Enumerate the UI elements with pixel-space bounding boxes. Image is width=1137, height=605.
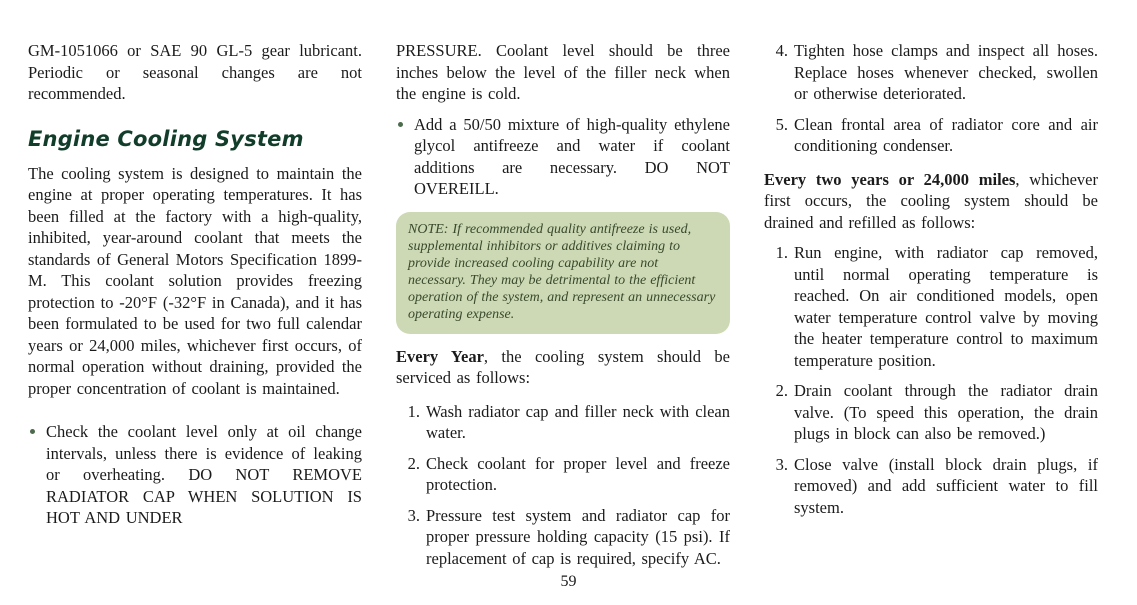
every-year-label: Every Year bbox=[396, 346, 484, 366]
list-item-number: 2. bbox=[407, 453, 420, 473]
bullet-dot-icon bbox=[398, 122, 403, 127]
list-item bbox=[28, 421, 362, 529]
list-item-number: 5. bbox=[775, 114, 788, 134]
numbered-list-item bbox=[396, 505, 730, 570]
list-item-number: 4. bbox=[775, 41, 788, 60]
paragraph-pressure-continuation: PRESSURE. Coolant level should be three inches below the level of the filler neck when the engine is cold. bbox=[396, 41, 730, 103]
note-callout-box bbox=[396, 212, 730, 334]
column-3 bbox=[764, 40, 1098, 550]
every-year-text: , the cooling system should be serviced as follows: bbox=[396, 346, 730, 387]
list-item-text: Pressure test system and radiator cap for proper pressure holding capacity (15 psi). If replacement of cap is required, specify AC. bbox=[426, 505, 730, 568]
section-heading-engine-cooling-system: Engine Cooling System bbox=[28, 126, 304, 151]
list-item-text: Add a 50/50 mixture of high-quality ethylene glycol antifreeze and water if coolant additions are necessary. DO NOT OVEREILL. bbox=[414, 114, 730, 198]
paragraph-every-two-years bbox=[764, 169, 1098, 234]
every-two-years-label: Every two years or 24,000 miles bbox=[764, 169, 1016, 189]
list-item-text: Check the coolant level only at oil change intervals, unless there is evidence of leaking or overheating. DO NOT REMOVE RADIATOR CAP WHEN SOLUTION IS HOT AND UNDER bbox=[46, 422, 362, 527]
page-number: 59 bbox=[560, 573, 577, 590]
list-item-text: Run engine, with radiator cap removed, until normal operating temperature is reached. On air conditioned models, open water temperature control valve by moving the heater temperature control to maximum temperature position. bbox=[794, 243, 1098, 370]
column-2 bbox=[396, 40, 730, 568]
numbered-list-item bbox=[396, 401, 730, 444]
list-item-text: Wash radiator cap and filler neck with clean water. bbox=[426, 401, 730, 442]
list-item-number: 2. bbox=[775, 381, 788, 400]
three-column-layout bbox=[28, 40, 1109, 568]
numbered-list-item bbox=[396, 453, 730, 496]
paragraph-gear-lubricant: GM-1051066 or SAE 90 GL-5 gear lubricant. Periodic or seasonal changes are not recommended. bbox=[28, 41, 362, 103]
paragraph-every-year bbox=[396, 346, 730, 389]
every-two-years-text: , whichever first occurs, the cooling system should be drained and refilled as follows: bbox=[764, 169, 1098, 232]
list-item-number: 1. bbox=[407, 401, 420, 421]
list-item-text: Clean frontal area of radiator core and air conditioning condenser. bbox=[794, 114, 1098, 155]
column-1 bbox=[28, 40, 362, 550]
list-item-number: 1. bbox=[775, 243, 788, 262]
numbered-list-item bbox=[764, 454, 1098, 519]
note-label: NOTE: bbox=[408, 221, 449, 237]
list-item-text: Close valve (install block drain plugs, if removed) and add sufficient water to fill system. bbox=[794, 454, 1098, 517]
list-item-number: 3. bbox=[775, 454, 788, 474]
note-body: If recommended quality antifreeze is used, supplemental inhibitors or additives claiming to provide increased cooling capability are not necessary. They may be detrimental to the efficient operation of the system, and represent an unnecessary operating expense. bbox=[408, 221, 716, 322]
list-item-text: Tighten hose clamps and inspect all hoses. Replace hoses whenever checked, swollen or otherwise deteriorated. bbox=[794, 41, 1098, 103]
numbered-list-item bbox=[764, 40, 1098, 105]
bullet-dot-icon bbox=[30, 429, 35, 434]
list-item-number: 3. bbox=[407, 505, 420, 525]
list-item-text: Drain coolant through the radiator drain valve. (To speed this operation, the drain plugs in block can also be removed.) bbox=[794, 381, 1098, 443]
paragraph-cooling-system-description: The cooling system is designed to maintain the engine at proper operating temperatures. It has been filled at the factory with a high-quality, inhibited, year-around coolant that meets the standards of General Motors Specification 1899-M. This coolant solution provides freezing protection to -20°F (-32°F in Canada), and it has been formulated to be used for two full calendar years or 24,000 miles, whichever first occurs, of normal operation without draining, provided the proper concentration of coolant is maintained. bbox=[28, 163, 362, 398]
numbered-list-item bbox=[764, 380, 1098, 445]
list-item-text: Check coolant for proper level and freeze protection. bbox=[426, 453, 730, 494]
note-text bbox=[408, 221, 718, 323]
numbered-list-item bbox=[764, 242, 1098, 371]
numbered-list-item bbox=[764, 114, 1098, 157]
list-item bbox=[396, 114, 730, 200]
